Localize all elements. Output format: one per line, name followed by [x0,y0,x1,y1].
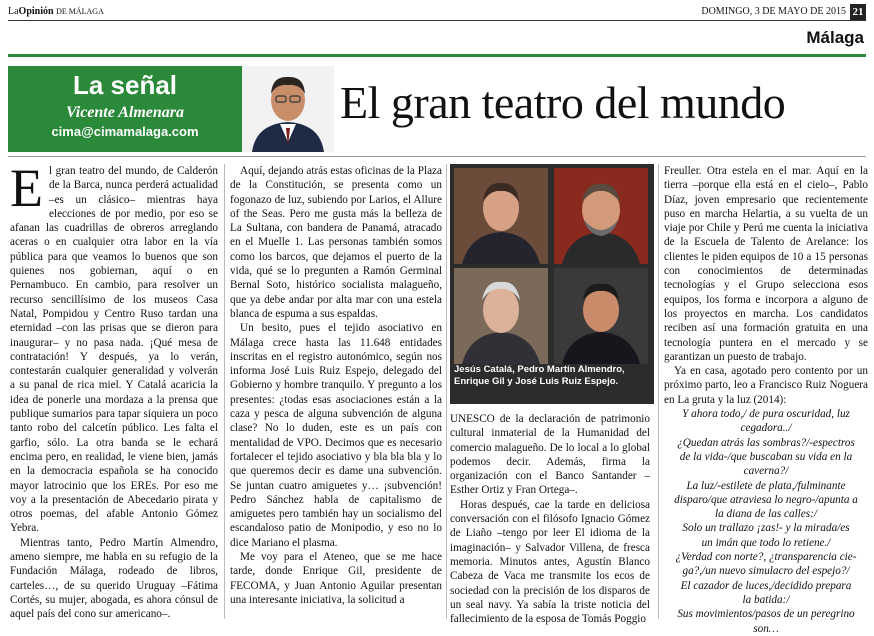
body-column-1 [10,158,218,622]
photo-martin-almendro [554,168,648,264]
poem-line: disparo/que atraviesa lo negro-/apunta a [674,493,858,506]
paragraph: Freuller. Otra estela en el mar. Aquí en la tierra –porque ella está en el cielo–, Pablo Díaz, joven empresario que recientemente puso en marcha Helartia, a su vuelta de un viaje por Chile y Perú me cuenta la iniciativa de la Escuela de Talento de Arelance: los clientes le piden equipos de 10 a 15 personas con conocimientos de determinadas tecnologías y el Grupo selecciona esos equipos, los forma e incorpora a alguno de los proyectos en marcha. Los candidatos reciben así una formación gratuita en una tecnología puntera en el mercado y se garantizan un puesto de trabajo. [664,165,868,363]
poem-line: ¿Quedan atrás las sombras?/-espectros [677,436,855,449]
poem-line: la batida:/ [742,593,790,606]
paragraph: Horas después, cae la tarde en deliciosa conversación con el filósofo Ignacio Gómez de Liaño –tengo por leer El idioma de la imaginación– y Salvador Villena, de fresca memoria. Minutos antes, Agustín Blanco Cabeza de Vaca me transmite los ecos de sociedad con la precisión de los disparos de un seal navy. Ya sabía la triste noticia del fallecimiento de la esposa de Tomás Poggio [450,498,650,626]
page-number: 21 [850,4,866,20]
body-column-2 [230,164,442,607]
poem-line: Solo un trallazo ¡zas!- y la mirada/es [682,522,850,535]
column-divider [446,164,447,619]
column-name: La señal [72,70,178,100]
photo-caption: Jesús Catalá, Pedro Martín Almendro, Enrique Gil y José Luis Ruiz Espejo. [454,364,625,387]
poem-line: cegadora../ [740,422,792,435]
paragraph: Mientras tanto, Pedro Martín Almendro, ameno siempre, me habla en su refugio de la Fundación Málaga, rodeado de libros, carteles…, de su querido Uruguay –Fátima Cortés, su mujer, abogada, es ahora cónsul de aquel país del cono sur americano–. [10,536,218,621]
top-rule [8,20,866,21]
section-rule [8,54,866,57]
poem-line: ga?,/un nuevo simulacro del espejo?/ [682,565,850,578]
poem [664,407,868,636]
poem-line: Y ahora todo,/ de pura oscuridad, luz [682,408,850,421]
headline: El gran teatro del mundo [340,77,786,128]
body-column-4 [664,164,868,636]
photo-collage [450,164,654,404]
body-column-3 [450,412,650,626]
poem-line: ¿Verdad con norte?, ¿transparencia cie- [675,551,857,564]
brand [8,6,104,17]
poem-line: la diana de las calles:/ [715,508,817,521]
poem-line: de la vida-/que buscaban su vida en la [679,450,853,463]
paragraph: Aquí, dejando atrás estas oficinas de la Plaza de la Constitución, se presenta como un fogonazo de luz, subiendo por Larios, el Allure of the Seas. Pero me gusta más la belleza de La Sultana, con bandera de Panamá, atracado en el Muelle 1. Las personas también somos como los barcos, que dejamos el puerto de la vida, qué se lo pregunten a Ramón Germinal Bernal Soto, histórico socialista malagueño, que ya debe andar por alta mar con una estela blanca de espuma a sus espaldas. [230,165,442,320]
poem-line: El cazador de luces,/decidido prepara [680,579,852,592]
paragraph: UNESCO de la declaración de patrimonio cultural inmaterial de la Humanidad del comercio malagueño. De lo local a lo global podemos decir. Además, firma la organización con el Banco Santander –Esther Ortiz y Fran Ortega–. [450,413,650,497]
brand-opinion: Opinión [18,6,54,17]
poem-line: La luz/-estilete de plata,/fulminante [686,479,846,492]
headline-rule [8,156,866,157]
column-header [8,66,242,152]
section-title: Málaga [806,28,864,47]
paragraph: l gran teatro del mundo, de Calderón de la Barca, nunca perderá actualidad –es un clásico– mientras haya elecciones de por medio, por eso se afanan las cuadrillas de obreros arreglando aceras o en cualquier otra labor en la vía pública para que veamos lo buenos que son quienes nos gobiernan, aquí o en Pernambuco. En cambio, para resolver un recurso sencillísimo de los museos Casa Natal, Pompidou y Centro Ruso tardan una eternidad –con las prisas que se dieron para inaugurar– y no pasa nada. ¡Qué mesa de contratación! Y después, ya lo verán, contestarán cualquier generalidad y volverán a su panal de rica miel. Y Catalá acaricia la idea de ponerle una mordaza a la prensa que publique sumarios para tapar siquiera un poco tanto robo del calcetín público. Les falta el garfio, sólo. La otra banda se le echará encima pero, en realidad, le viene bien, jamás en la democracia española se ha conocido mayor latrocinio que los EREs. Por eso me voy a la presentación de Abecedario pirata y otros poemas, del afable Antonio Gómez Yebra. [10,165,218,535]
drop-cap: E [10,158,43,218]
poem-line: Sus movimientos/pasos de un peregrino [677,608,855,621]
author-email: cima@cimamalaga.com [51,124,199,139]
brand-city: DE MÁLAGA [56,7,104,16]
photo-catala [454,168,548,264]
author-portrait [242,66,334,152]
issue-date: DOMINGO, 3 DE MAYO DE 2015 [701,6,846,17]
masthead [8,4,866,20]
author-name: Vicente Almenara [65,104,185,121]
column-divider [224,164,225,619]
paragraph: Ya en casa, agotado pero contento por un próximo parto, leo a Francisco Ruiz Noguera en La gruta y la luz (2014): [664,365,868,406]
paragraph: Me voy para el Ateneo, que se me hace tarde, donde Enrique Gil, presidente de FECOMA, y Juan Antonio Aguilar presentan una interesante iniciativa, la solicitud a [230,551,442,606]
poem-line: un imán que todo lo retiene./ [701,536,831,549]
paragraph: Un besito, pues el tejido asociativo en Málaga crece hasta las 11.648 entidades inscritas en el registro autonómico, según nos informa José Luis Ruiz Espejo, delegado del Gobierno y hombre tranquilo. Y pregunto a los presentes: ¿todas esas asociaciones están a la caza y pesca de alguna subvención de alguna clase? No lo duden, este es un país con mentalidad de VPO. Decimos que es necesario fortalecer el tejido asociativo y bla bla bla y lo que queremos decir es dame una subvención. Se juntan cuatro amiguetes y… ¡subvención! Pedro Sánchez habla de capitalismo de amiguetes pero también hay un socialismo del escandaloso patio de Monipodio, y eso no lo dice Mariano el plasma. [230,322,442,549]
brand-la: La [8,6,19,17]
column-divider [658,164,659,619]
photo-enrique-gil [454,268,548,364]
poem-line: caverna?/ [743,465,789,478]
poem-line: son… [753,622,779,635]
photo-ruiz-espejo [554,268,648,364]
